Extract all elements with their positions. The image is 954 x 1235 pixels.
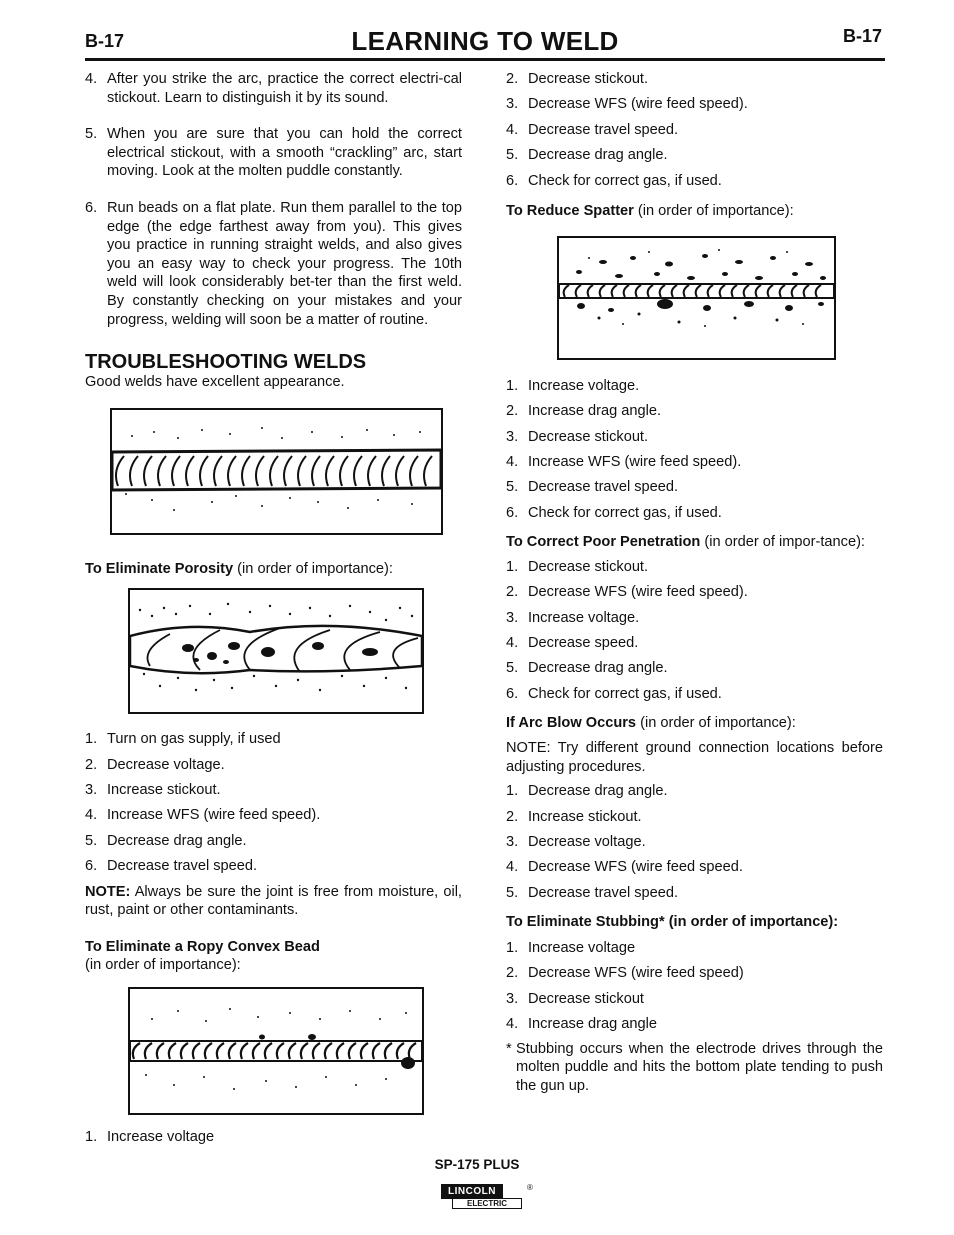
step-item: 4. After you strike the arc, practice the correct electri-cal stickout. Learn to distinguish it by its sound.	[85, 71, 462, 106]
list-item: 3. Decrease stickout	[506, 990, 644, 1007]
logo-top-text: LINCOLN	[441, 1184, 503, 1199]
page-number-left: B-17	[85, 31, 125, 51]
good-weld-figure	[110, 408, 443, 535]
arcblow-heading: If Arc Blow Occurs (in order of importance):	[506, 715, 796, 732]
list-item: 3. Increase stickout.	[85, 782, 221, 799]
page-header	[85, 26, 885, 61]
right-column	[506, 68, 883, 1095]
spatter-list	[506, 377, 883, 523]
list-item: 4. Increase WFS (wire feed speed).	[85, 807, 321, 824]
section-heading: TROUBLESHOOTING WELDS	[85, 351, 367, 374]
lincoln-electric-logo	[441, 1181, 533, 1209]
section-intro: Good welds have excellent appearance.	[85, 374, 345, 391]
logo-bottom-text: ELECTRIC	[452, 1198, 522, 1209]
penetration-heading: To Correct Poor Penetration (in order of impor-tance):	[506, 534, 865, 551]
arcblow-note: NOTE: Try different ground connection locations before adjusting procedures.	[506, 740, 883, 775]
list-item: 1. Increase voltage	[506, 939, 636, 956]
note-paragraph: NOTE: Always be sure the joint is free from moisture, oil, rust, paint or other contaminants.	[85, 883, 462, 919]
porosity-list	[85, 730, 462, 876]
spatter-weld-figure	[557, 236, 836, 360]
list-item: 4. Decrease WFS (wire feed speed.	[506, 859, 743, 876]
list-item: 3. Increase voltage.	[506, 609, 640, 626]
step-item: 6. Run beads on a flat plate. Run them parallel to the top edge (the edge farthest away from you). This gives you practice in running straight welds, and also gives you an easy way to check your progress. The 10th weld will look considerably bet-ter than the first weld. By constantly checking on your mistakes and your progress, welding will soon be a matter of routine.	[85, 199, 462, 328]
list-item: 6. Decrease travel speed.	[85, 858, 258, 875]
ropy-weld-figure	[128, 987, 424, 1115]
list-item: 6. Check for correct gas, if used.	[506, 685, 722, 702]
left-column	[85, 68, 462, 1153]
list-item: 5. Decrease travel speed.	[506, 884, 679, 901]
list-item: 5. Decrease drag angle.	[506, 660, 668, 677]
list-item: 5. Decrease drag angle.	[506, 147, 668, 164]
stubbing-list	[506, 939, 883, 1034]
stubbing-footnote: * Stubbing occurs when the electrode drives through the molten puddle and hits the bottom plate tending to push the gun up.	[506, 1040, 883, 1094]
list-item: 5. Decrease drag angle.	[85, 832, 247, 849]
list-item: 2. Decrease stickout.	[506, 71, 649, 87]
step-item: 5. When you are sure that you can hold the correct electrical stickout, with a smooth “crackling” arc, start moving. Look at the molten puddle constantly.	[85, 126, 462, 180]
stubbing-heading: To Eliminate Stubbing* (in order of importance):	[506, 914, 839, 931]
list-item: 1. Decrease stickout.	[506, 558, 649, 575]
list-item: 1. Increase voltage.	[506, 377, 640, 394]
list-item: 4. Increase WFS (wire feed speed).	[506, 453, 742, 470]
ropy-list-continued	[506, 70, 883, 190]
page-number-right: B-17	[842, 26, 882, 46]
list-item: 3. Decrease stickout.	[506, 428, 649, 445]
list-item: 2. Increase drag angle.	[506, 403, 662, 420]
list-item: 3. Decrease voltage.	[506, 834, 646, 850]
list-item: 3. Decrease WFS (wire feed speed).	[506, 96, 748, 113]
list-item: 6. Check for correct gas, if used.	[506, 172, 722, 189]
list-item: 2. Decrease voltage.	[85, 756, 225, 773]
list-item: 2. Increase stickout.	[506, 808, 642, 825]
porosity-weld-figure	[128, 588, 424, 714]
page-title: LEARNING TO WELD	[351, 26, 619, 56]
list-item: 4. Decrease speed.	[506, 635, 639, 652]
porosity-heading: To Eliminate Porosity (in order of importance):	[85, 560, 393, 577]
footer-model: SP-175 PLUS	[434, 1157, 520, 1172]
list-item: 4. Decrease travel speed.	[506, 121, 679, 138]
logo-registered-mark: ®	[527, 1183, 533, 1192]
list-item: 6. Check for correct gas, if used.	[506, 504, 722, 521]
ropy-heading: To Eliminate a Ropy Convex Bead	[85, 938, 320, 955]
list-item: 4. Increase drag angle	[506, 1016, 657, 1033]
arcblow-list	[506, 782, 883, 902]
list-item: 1. Turn on gas supply, if used	[85, 731, 281, 748]
list-item: 1. Increase voltage	[85, 1129, 215, 1146]
list-item: 1. Decrease drag angle.	[506, 783, 668, 800]
ropy-subheading: (in order of importance):	[85, 957, 241, 974]
list-item: 2. Decrease WFS (wire feed speed).	[506, 584, 748, 601]
spatter-heading: To Reduce Spatter (in order of importance):	[506, 203, 794, 220]
list-item: 2. Decrease WFS (wire feed speed)	[506, 965, 744, 982]
ropy-list	[85, 1128, 462, 1147]
penetration-list	[506, 558, 883, 704]
list-item: 5. Decrease travel speed.	[506, 479, 679, 496]
